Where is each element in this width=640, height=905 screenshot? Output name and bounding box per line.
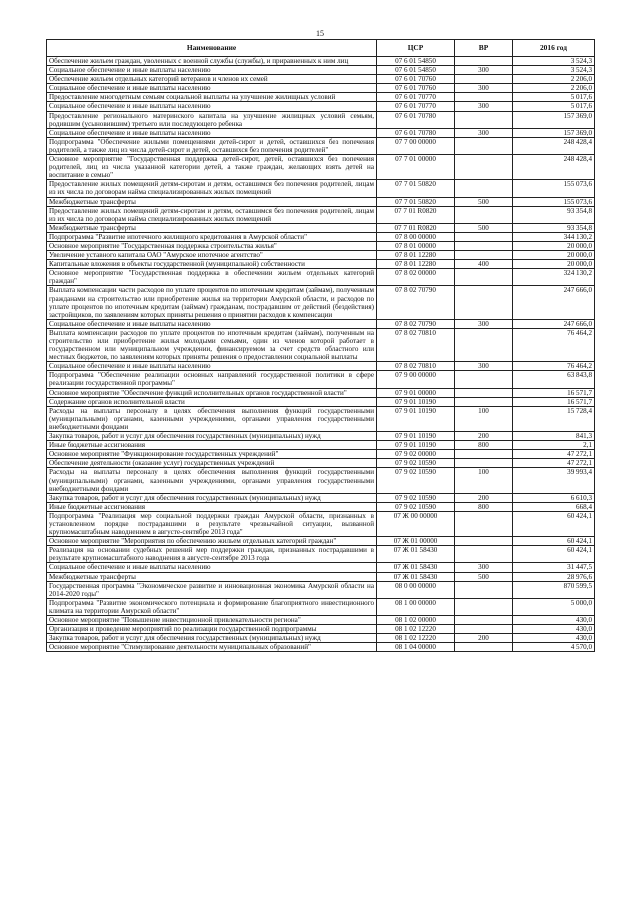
row-name-cell: Подпрограмма "Обеспечение реализации основных направлений государственной политики в сфере реализации государственной программы" — [47, 371, 377, 388]
row-amount-cell: 324 130,2 — [513, 269, 595, 286]
row-amount-cell: 63 843,8 — [513, 371, 595, 388]
row-name-cell: Иные бюджетные ассигнования — [47, 441, 377, 450]
row-csr-cell: 07 6 01 70770 — [377, 93, 455, 102]
table-row — [47, 137, 595, 154]
row-name-cell: Иные бюджетные ассигнования — [47, 502, 377, 511]
row-vr-cell: 100 — [455, 406, 513, 431]
row-vr-cell: 300 — [455, 128, 513, 137]
row-vr-cell: 300 — [455, 563, 513, 572]
table-row — [47, 241, 595, 250]
row-name-cell: Межбюджетные трансферты — [47, 197, 377, 206]
row-name-cell: Подпрограмма "Развитие экономического потенциала и формирование благоприятного инвестиционного климата на территории Амурской области" — [47, 598, 377, 615]
row-vr-cell: 300 — [455, 362, 513, 371]
row-vr-cell: 300 — [455, 66, 513, 75]
row-amount-cell: 2,1 — [513, 441, 595, 450]
row-vr-cell: 500 — [455, 572, 513, 581]
row-csr-cell: 07 8 02 00000 — [377, 269, 455, 286]
table-row — [47, 84, 595, 93]
row-name-cell: Социальное обеспечение и иные выплаты населению — [47, 102, 377, 111]
table-row — [47, 450, 595, 459]
row-vr-cell — [455, 137, 513, 154]
row-amount-cell: 5 017,6 — [513, 102, 595, 111]
row-name-cell: Основное мероприятие "Стимулирование деятельности муниципальных образований" — [47, 643, 377, 652]
row-amount-cell: 60 424,1 — [513, 546, 595, 563]
table-row — [47, 66, 595, 75]
page-number: 15 — [316, 29, 324, 38]
row-amount-cell: 430,0 — [513, 625, 595, 634]
row-amount-cell: 157 369,0 — [513, 128, 595, 137]
table-row — [47, 269, 595, 286]
row-csr-cell: 07 7 01 50820 — [377, 180, 455, 197]
row-name-cell: Закупка товаров, работ и услуг для обеспечения государственных (муниципальных) нужд — [47, 634, 377, 643]
row-csr-cell: 07 8 02 70790 — [377, 319, 455, 328]
table-row — [47, 397, 595, 406]
row-vr-cell — [455, 371, 513, 388]
table-row — [47, 286, 595, 319]
row-vr-cell: 800 — [455, 441, 513, 450]
table-row — [47, 93, 595, 102]
row-vr-cell — [455, 93, 513, 102]
row-vr-cell — [455, 388, 513, 397]
table-row — [47, 634, 595, 643]
row-vr-cell: 400 — [455, 260, 513, 269]
row-csr-cell: 07 6 01 70780 — [377, 128, 455, 137]
table-row — [47, 223, 595, 232]
table-row — [47, 251, 595, 260]
row-csr-cell: 07 9 01 10190 — [377, 397, 455, 406]
row-vr-cell — [455, 546, 513, 563]
row-vr-cell — [455, 75, 513, 84]
row-csr-cell: 07 Ж 00 00000 — [377, 511, 455, 536]
row-amount-cell: 15 728,4 — [513, 406, 595, 431]
table-row — [47, 511, 595, 536]
row-vr-cell — [455, 450, 513, 459]
row-amount-cell: 47 272,1 — [513, 450, 595, 459]
table-row — [47, 128, 595, 137]
row-csr-cell: 07 Ж 01 00000 — [377, 537, 455, 546]
table-row — [47, 388, 595, 397]
row-csr-cell: 07 9 02 10590 — [377, 502, 455, 511]
row-vr-cell: 200 — [455, 432, 513, 441]
row-csr-cell: 07 8 02 70810 — [377, 328, 455, 361]
row-name-cell: Предоставление регионального материнского капитала на улучшение жилищных условий семьям, родившим (усыновившим) третьего или последующего ребенка — [47, 111, 377, 128]
row-amount-cell: 76 464,2 — [513, 328, 595, 361]
row-csr-cell: 08 1 00 00000 — [377, 598, 455, 615]
row-amount-cell: 5 000,0 — [513, 598, 595, 615]
row-vr-cell: 800 — [455, 502, 513, 511]
row-name-cell: Предоставление многодетным семьям социальной выплаты на улучшение жилищных условий — [47, 93, 377, 102]
row-amount-cell: 60 424,1 — [513, 537, 595, 546]
row-amount-cell: 430,0 — [513, 634, 595, 643]
row-vr-cell — [455, 397, 513, 406]
row-amount-cell: 20 000,0 — [513, 251, 595, 260]
table-row — [47, 643, 595, 652]
row-vr-cell — [455, 511, 513, 536]
row-name-cell: Капитальные вложения в объекты государственной (муниципальной) собственности — [47, 260, 377, 269]
row-csr-cell: 08 0 00 00000 — [377, 581, 455, 598]
row-csr-cell: 07 8 01 12280 — [377, 251, 455, 260]
row-csr-cell: 07 7 01 R0820 — [377, 206, 455, 223]
row-name-cell: Организация и проведение мероприятий по реализации государственной подпрограммы — [47, 625, 377, 634]
header-csr: ЦСР — [377, 40, 455, 57]
row-name-cell: Основное мероприятие "Государственная поддержка в обеспечении жильем отдельных категорий граждан" — [47, 269, 377, 286]
row-csr-cell: 07 9 01 10190 — [377, 406, 455, 431]
table-row — [47, 572, 595, 581]
row-csr-cell: 07 7 01 R0820 — [377, 223, 455, 232]
table-row — [47, 371, 595, 388]
row-name-cell: Государственная программа "Экономическое развитие и инновационная экономика Амурской области на 2014-2020 годы" — [47, 581, 377, 598]
row-vr-cell — [455, 581, 513, 598]
row-csr-cell: 07 Ж 01 58430 — [377, 563, 455, 572]
row-name-cell: Социальное обеспечение и иные выплаты населению — [47, 66, 377, 75]
row-name-cell: Основное мероприятие "Государственная поддержка строительства жилья" — [47, 241, 377, 250]
row-name-cell: Обеспечение жильем граждан, уволенных с военной службы (службы), и приравненных к ним лиц — [47, 57, 377, 66]
row-amount-cell: 248 428,4 — [513, 155, 595, 180]
row-name-cell: Обеспечение деятельности (оказание услуг) государственных учреждений — [47, 459, 377, 468]
header-vr: ВР — [455, 40, 513, 57]
row-vr-cell — [455, 57, 513, 66]
table-row — [47, 581, 595, 598]
row-csr-cell: 07 6 01 70760 — [377, 75, 455, 84]
table-row — [47, 537, 595, 546]
row-amount-cell: 344 130,2 — [513, 232, 595, 241]
table-row — [47, 260, 595, 269]
row-csr-cell: 08 1 02 00000 — [377, 616, 455, 625]
row-name-cell: Увеличение уставного капитала ОАО "Амурское ипотечное агентство" — [47, 251, 377, 260]
header-year: 2016 год — [513, 40, 595, 57]
row-name-cell: Выплата компенсации части расходов по уплате процентов по ипотечным кредитам (займам), полученным гражданами на строительство или приобретение жилья на территории Амурской области, и расходов по уплате процентов по ипотечным кредитам (займам) гражданам, пострадавшим от действий (бездействия) застройщиков, по заявлениям которых приняты решения о принятии расходов к компенсации — [47, 286, 377, 319]
row-csr-cell: 08 1 02 12220 — [377, 634, 455, 643]
table-row — [47, 406, 595, 431]
row-csr-cell: 07 Ж 01 58430 — [377, 546, 455, 563]
row-amount-cell: 5 017,6 — [513, 93, 595, 102]
row-csr-cell: 07 9 01 10190 — [377, 432, 455, 441]
table-row — [47, 319, 595, 328]
row-amount-cell: 93 354,8 — [513, 206, 595, 223]
row-amount-cell: 2 206,0 — [513, 84, 595, 93]
row-csr-cell: 08 1 04 00000 — [377, 643, 455, 652]
row-name-cell: Обеспечение жильем отдельных категорий ветеранов и членов их семей — [47, 75, 377, 84]
budget-table — [46, 39, 595, 652]
row-csr-cell: 07 8 00 00000 — [377, 232, 455, 241]
row-vr-cell — [455, 269, 513, 286]
row-amount-cell: 4 570,0 — [513, 643, 595, 652]
row-amount-cell: 16 571,7 — [513, 397, 595, 406]
row-name-cell: Содержание органов исполнительной власти — [47, 397, 377, 406]
row-vr-cell — [455, 206, 513, 223]
row-vr-cell — [455, 616, 513, 625]
row-vr-cell — [455, 232, 513, 241]
row-name-cell: Межбюджетные трансферты — [47, 572, 377, 581]
row-amount-cell: 93 354,8 — [513, 223, 595, 232]
row-csr-cell: 07 6 01 54850 — [377, 66, 455, 75]
row-name-cell: Социальное обеспечение и иные выплаты населению — [47, 362, 377, 371]
row-amount-cell: 2 206,0 — [513, 75, 595, 84]
row-amount-cell: 157 369,0 — [513, 111, 595, 128]
row-name-cell: Основное мероприятие "Обеспечение функций исполнительных органов государственной власти" — [47, 388, 377, 397]
row-csr-cell: 07 6 01 70780 — [377, 111, 455, 128]
table-row — [47, 459, 595, 468]
row-vr-cell — [455, 241, 513, 250]
row-vr-cell — [455, 625, 513, 634]
row-name-cell: Подпрограмма "Обеспечение жилыми помещениями детей-сирот и детей, оставшихся без попечения родителей, а также лиц из числа детей-сирот и детей, оставшихся без попечения родителей" — [47, 137, 377, 154]
row-amount-cell: 60 424,1 — [513, 511, 595, 536]
row-vr-cell — [455, 286, 513, 319]
row-amount-cell: 39 993,4 — [513, 468, 595, 493]
row-csr-cell: 07 9 01 10190 — [377, 441, 455, 450]
row-name-cell: Социальное обеспечение и иные выплаты населению — [47, 84, 377, 93]
row-amount-cell: 430,0 — [513, 616, 595, 625]
row-amount-cell: 248 428,4 — [513, 137, 595, 154]
table-row — [47, 232, 595, 241]
table-row — [47, 502, 595, 511]
row-vr-cell — [455, 598, 513, 615]
row-vr-cell: 200 — [455, 634, 513, 643]
table-row — [47, 328, 595, 361]
row-csr-cell: 07 9 02 10590 — [377, 459, 455, 468]
row-csr-cell: 07 9 01 00000 — [377, 388, 455, 397]
table-row — [47, 441, 595, 450]
row-amount-cell: 3 524,3 — [513, 66, 595, 75]
row-amount-cell: 3 524,3 — [513, 57, 595, 66]
row-amount-cell: 247 666,0 — [513, 286, 595, 319]
table-row — [47, 493, 595, 502]
header-name: Наименование — [47, 40, 377, 57]
row-vr-cell — [455, 537, 513, 546]
row-amount-cell: 31 447,5 — [513, 563, 595, 572]
row-name-cell: Подпрограмма "Реализация мер социальной поддержки граждан Амурской области, признанных в установленном порядке пострадавшими в результате чрезвычайной ситуации, вызванной крупномасштабным наводнением в августе-сентябре 2013 года" — [47, 511, 377, 536]
row-vr-cell — [455, 111, 513, 128]
row-amount-cell: 6 610,3 — [513, 493, 595, 502]
row-name-cell: Межбюджетные трансферты — [47, 223, 377, 232]
row-amount-cell: 76 464,2 — [513, 362, 595, 371]
table-row — [47, 362, 595, 371]
row-vr-cell — [455, 155, 513, 180]
row-csr-cell: 07 7 00 00000 — [377, 137, 455, 154]
table-row — [47, 75, 595, 84]
table-row — [47, 197, 595, 206]
row-vr-cell — [455, 643, 513, 652]
row-amount-cell: 247 666,0 — [513, 319, 595, 328]
table-header-row — [47, 40, 595, 57]
row-amount-cell: 47 272,1 — [513, 459, 595, 468]
row-name-cell: Выплата компенсации расходов по уплате процентов по ипотечным кредитам (займам), полученным на строительство или приобретение жилья молодыми семьями, один из членов которой работает в государственном или муниципальном учреждении, финансируемом за счет средств областного или местных бюджетов, по заявлениям которых приняты решения о предоставлении социальной выплаты — [47, 328, 377, 361]
row-amount-cell: 20 000,0 — [513, 260, 595, 269]
table-row — [47, 57, 595, 66]
row-name-cell: Основное мероприятие "Государственная поддержка детей-сирот, детей, оставшихся без попечения родителей, лиц из числа указанной категории детей, а также граждан, желающих взять детей на воспитание в семью" — [47, 155, 377, 180]
row-name-cell: Предоставление жилых помещений детям-сиротам и детям, оставшимся без попечения родителей, лицам из их числа по договорам найма специализированных жилых помещений — [47, 180, 377, 197]
row-vr-cell: 300 — [455, 319, 513, 328]
row-name-cell: Предоставление жилых помещений детям-сиротам и детям, оставшимся без попечения родителей, лицам из их числа по договорам найма специализированных жилых помещений — [47, 206, 377, 223]
row-vr-cell — [455, 251, 513, 260]
table-row — [47, 432, 595, 441]
row-csr-cell: 07 6 01 70770 — [377, 102, 455, 111]
table-row — [47, 598, 595, 615]
row-csr-cell: 07 8 02 70810 — [377, 362, 455, 371]
row-name-cell: Основное мероприятие "Повышение инвестиционной привлекательности региона" — [47, 616, 377, 625]
row-name-cell: Расходы на выплаты персоналу в целях обеспечения выполнения функций государственными (муниципальными) органами, казенными учреждениями, органами управления государственными внебюджетными фондами — [47, 468, 377, 493]
row-vr-cell: 300 — [455, 102, 513, 111]
row-vr-cell — [455, 459, 513, 468]
row-name-cell: Основное мероприятие "Мероприятия по обеспечению жильем отдельных категорий граждан" — [47, 537, 377, 546]
row-name-cell: Социальное обеспечение и иные выплаты населению — [47, 563, 377, 572]
row-csr-cell: 07 8 01 00000 — [377, 241, 455, 250]
row-amount-cell: 28 976,6 — [513, 572, 595, 581]
row-name-cell: Основное мероприятие "Функционирование государственных учреждений" — [47, 450, 377, 459]
row-amount-cell: 870 599,5 — [513, 581, 595, 598]
row-csr-cell: 07 8 01 12280 — [377, 260, 455, 269]
row-name-cell: Социальное обеспечение и иные выплаты населению — [47, 319, 377, 328]
row-name-cell: Подпрограмма "Развитие ипотечного жилищного кредитования в Амурской области" — [47, 232, 377, 241]
table-row — [47, 625, 595, 634]
row-csr-cell: 07 6 01 54850 — [377, 57, 455, 66]
row-csr-cell: 08 1 02 12220 — [377, 625, 455, 634]
row-name-cell: Закупка товаров, работ и услуг для обеспечения государственных (муниципальных) нужд — [47, 493, 377, 502]
table-row — [47, 206, 595, 223]
row-amount-cell: 20 000,0 — [513, 241, 595, 250]
row-vr-cell — [455, 328, 513, 361]
row-csr-cell: 07 9 02 10590 — [377, 468, 455, 493]
row-csr-cell: 07 6 01 70760 — [377, 84, 455, 93]
table-row — [47, 111, 595, 128]
row-amount-cell: 668,4 — [513, 502, 595, 511]
row-vr-cell: 500 — [455, 223, 513, 232]
row-name-cell: Реализация на основании судебных решений мер поддержки граждан, признанных пострадавшими в результате крупномасштабного наводнения в августе-сентябре 2013 года — [47, 546, 377, 563]
row-amount-cell: 155 073,6 — [513, 197, 595, 206]
row-csr-cell: 07 7 01 50820 — [377, 197, 455, 206]
row-name-cell: Социальное обеспечение и иные выплаты населению — [47, 128, 377, 137]
row-csr-cell: 07 9 02 00000 — [377, 450, 455, 459]
row-amount-cell: 841,3 — [513, 432, 595, 441]
row-name-cell: Расходы на выплаты персоналу в целях обеспечения выполнения функций государственными (муниципальными) органами, казенными учреждениями, органами управления государственными внебюджетными фондами — [47, 406, 377, 431]
table-row — [47, 180, 595, 197]
row-csr-cell: 07 9 02 10590 — [377, 493, 455, 502]
table-row — [47, 155, 595, 180]
row-name-cell: Закупка товаров, работ и услуг для обеспечения государственных (муниципальных) нужд — [47, 432, 377, 441]
table-row — [47, 563, 595, 572]
table-row — [47, 546, 595, 563]
table-row — [47, 102, 595, 111]
table-row — [47, 616, 595, 625]
row-csr-cell: 07 Ж 01 58430 — [377, 572, 455, 581]
row-csr-cell: 07 9 00 00000 — [377, 371, 455, 388]
row-vr-cell: 300 — [455, 84, 513, 93]
table-row — [47, 468, 595, 493]
row-vr-cell — [455, 180, 513, 197]
row-vr-cell: 200 — [455, 493, 513, 502]
row-vr-cell: 500 — [455, 197, 513, 206]
row-amount-cell: 155 073,6 — [513, 180, 595, 197]
row-csr-cell: 07 8 02 70790 — [377, 286, 455, 319]
row-amount-cell: 16 571,7 — [513, 388, 595, 397]
row-csr-cell: 07 7 01 00000 — [377, 155, 455, 180]
row-vr-cell: 100 — [455, 468, 513, 493]
